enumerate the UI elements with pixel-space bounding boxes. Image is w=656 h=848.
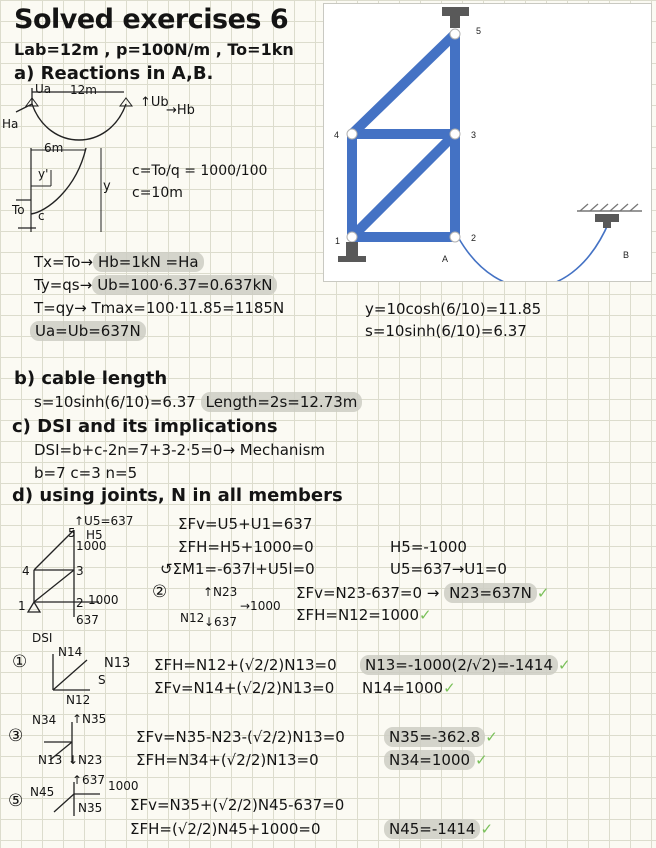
- eq-y: y=10cosh(6/10)=11.85: [365, 300, 542, 318]
- sketch2-6m: 6m: [44, 141, 64, 155]
- joint1-res1: N13=-1000(2/√2)=-1414 ✓: [360, 658, 571, 673]
- node-label-2: 2: [471, 233, 477, 243]
- joint-3-label: ③: [8, 726, 24, 746]
- joint3-eq1: ΣFv=N35-N23-(√2/2)N13=0: [136, 728, 345, 746]
- joint3-n13: N13: [38, 753, 63, 767]
- joint5-eq2: ΣFH=(√2/2)N45+1000=0: [130, 820, 321, 838]
- joint1-res2: N14=1000✓: [362, 679, 456, 697]
- given-values: Lab=12m , p=100N/m , To=1kn: [14, 40, 294, 59]
- node-2: [450, 232, 460, 242]
- joint3-eq2: ΣFH=N34+(√2/2)N13=0: [136, 751, 319, 769]
- eq-ua-ub: Ua=Ub=637N: [30, 324, 146, 339]
- sketch1-ha: Ha: [2, 117, 19, 131]
- sketch2-y: y: [103, 179, 111, 194]
- joint1-eq2: ΣFv=N14+(√2/2)N13=0: [154, 679, 335, 697]
- sketch-n1: 1: [18, 599, 26, 613]
- sketch-u5: ↑U5=637: [74, 514, 134, 528]
- support-b-icon: [577, 204, 642, 228]
- dsi-equation: DSI=b+c-2n=7+3-2·5=0→ Mechanism: [34, 441, 326, 459]
- cable-curve: [458, 222, 609, 281]
- joint5-1000: 1000: [108, 779, 139, 793]
- joint2-1000: →1000: [240, 599, 281, 613]
- node-3: [450, 129, 460, 139]
- member-45: [352, 34, 455, 134]
- joint2-eq1: ΣFv=N23-637=0 → N23=637N ✓: [296, 584, 550, 602]
- sketch-n4: 4: [22, 564, 30, 578]
- sketch1-ua: Ua: [35, 82, 52, 96]
- joint1-eq1: ΣFH=N12+(√2/2)N13=0: [154, 656, 337, 674]
- truss-diagram: [324, 4, 651, 281]
- point-label-a: A: [442, 254, 449, 264]
- eq-sum-fv: ΣFv=U5+U1=637: [178, 515, 313, 533]
- eq-u5: U5=637→U1=0: [390, 560, 507, 578]
- joint3-n34: N34: [32, 713, 57, 727]
- eq-sum-m: ↺ΣM1=-637l+U5l=0: [160, 560, 315, 578]
- c-equation: c=To/q = 1000/100: [132, 163, 268, 179]
- eq-sum-fh: ΣFH=H5+1000=0: [178, 538, 314, 556]
- joint2-n12: N12: [180, 611, 205, 625]
- eq-tmax: T=qy→ Tmax=100·11.85=1185N: [34, 299, 285, 317]
- pin-support-icon: [338, 242, 366, 262]
- joint1-n14: N14: [58, 645, 83, 659]
- point-label-b: B: [623, 250, 630, 260]
- joint1-n12: N12: [66, 693, 91, 707]
- sketch-1000-top: 1000: [76, 539, 107, 553]
- part-b-heading: b) cable length: [14, 368, 168, 389]
- sketch2-yp: y': [38, 167, 49, 181]
- joint2-637: ↓637: [204, 615, 237, 629]
- sketch-n3: 3: [76, 564, 84, 578]
- joint5-n45: N45: [30, 785, 55, 799]
- truss-figure: [323, 3, 652, 282]
- sketch-637: 637: [76, 613, 99, 627]
- eq-tx: Tx=To→ Hb=1kN =Ha: [34, 255, 204, 270]
- sketch-dsi: DSI: [32, 631, 53, 645]
- cable-s-equation: s=10sinh(6/10)=6.37 Length=2s=12.73m: [34, 395, 362, 410]
- node-4: [347, 129, 357, 139]
- joint1-n13: N13: [104, 656, 131, 671]
- joint3-n23: ↓N23: [68, 753, 103, 767]
- joint5-n35: N35: [78, 801, 103, 815]
- eq-h5: H5=-1000: [390, 538, 467, 556]
- node-label-4: 4: [334, 130, 340, 140]
- support-top-icon: [442, 7, 469, 16]
- joint-1-label: ①: [12, 652, 28, 672]
- member-13: [352, 134, 455, 237]
- sketch-h5: H5: [86, 528, 103, 542]
- part-d-heading: d) using joints, N in all members: [12, 485, 343, 506]
- part-a-heading: a) Reactions in A,B.: [14, 63, 214, 84]
- joint3-res1: N35=-362.8 ✓: [384, 730, 498, 745]
- joint3-res2: N34=1000 ✓: [384, 753, 488, 768]
- joint2-n23: ↑N23: [203, 585, 238, 599]
- eq-ty: Ty=qs→ Ub=100·6.37=0.637kN: [34, 278, 277, 293]
- node-5: [450, 29, 460, 39]
- sketch-n2: 2: [76, 596, 84, 610]
- joint5-637: ↑637: [72, 773, 105, 787]
- joint5-eq1: ΣFv=N35+(√2/2)N45-637=0: [130, 796, 345, 814]
- part-c-heading: c) DSI and its implications: [12, 416, 278, 437]
- truss-members: [352, 34, 455, 237]
- sketch1-ub: ↑Ub: [140, 95, 169, 110]
- cable-sketch-2: [6, 140, 116, 240]
- joint-2-label: ②: [152, 582, 168, 602]
- eq-s: s=10sinh(6/10)=6.37: [365, 322, 527, 340]
- joint2-eq2: ΣFH=N12=1000✓: [296, 606, 432, 624]
- node-label-3: 3: [471, 130, 477, 140]
- joint-5-label: ⑤: [8, 791, 24, 811]
- node-label-5: 5: [476, 26, 482, 36]
- joint3-n35: ↑N35: [72, 712, 107, 726]
- sketch-1000-bottom: 1000: [88, 593, 119, 607]
- sketch-n5: 5: [68, 526, 76, 540]
- c-value: c=10m: [132, 185, 183, 201]
- page-title: Solved exercises 6: [14, 4, 289, 35]
- sketch1-span: 12m: [70, 83, 97, 97]
- bcn-values: b=7 c=3 n=5: [34, 464, 138, 482]
- joint5-res2: N45=-1414 ✓: [384, 822, 493, 837]
- joint1-s: S: [98, 673, 106, 687]
- node-1: [347, 232, 357, 242]
- sketch1-hb: →Hb: [166, 103, 195, 118]
- sketch2-to: To: [12, 203, 25, 217]
- sketch2-c: c: [38, 209, 45, 223]
- node-label-1: 1: [335, 236, 341, 246]
